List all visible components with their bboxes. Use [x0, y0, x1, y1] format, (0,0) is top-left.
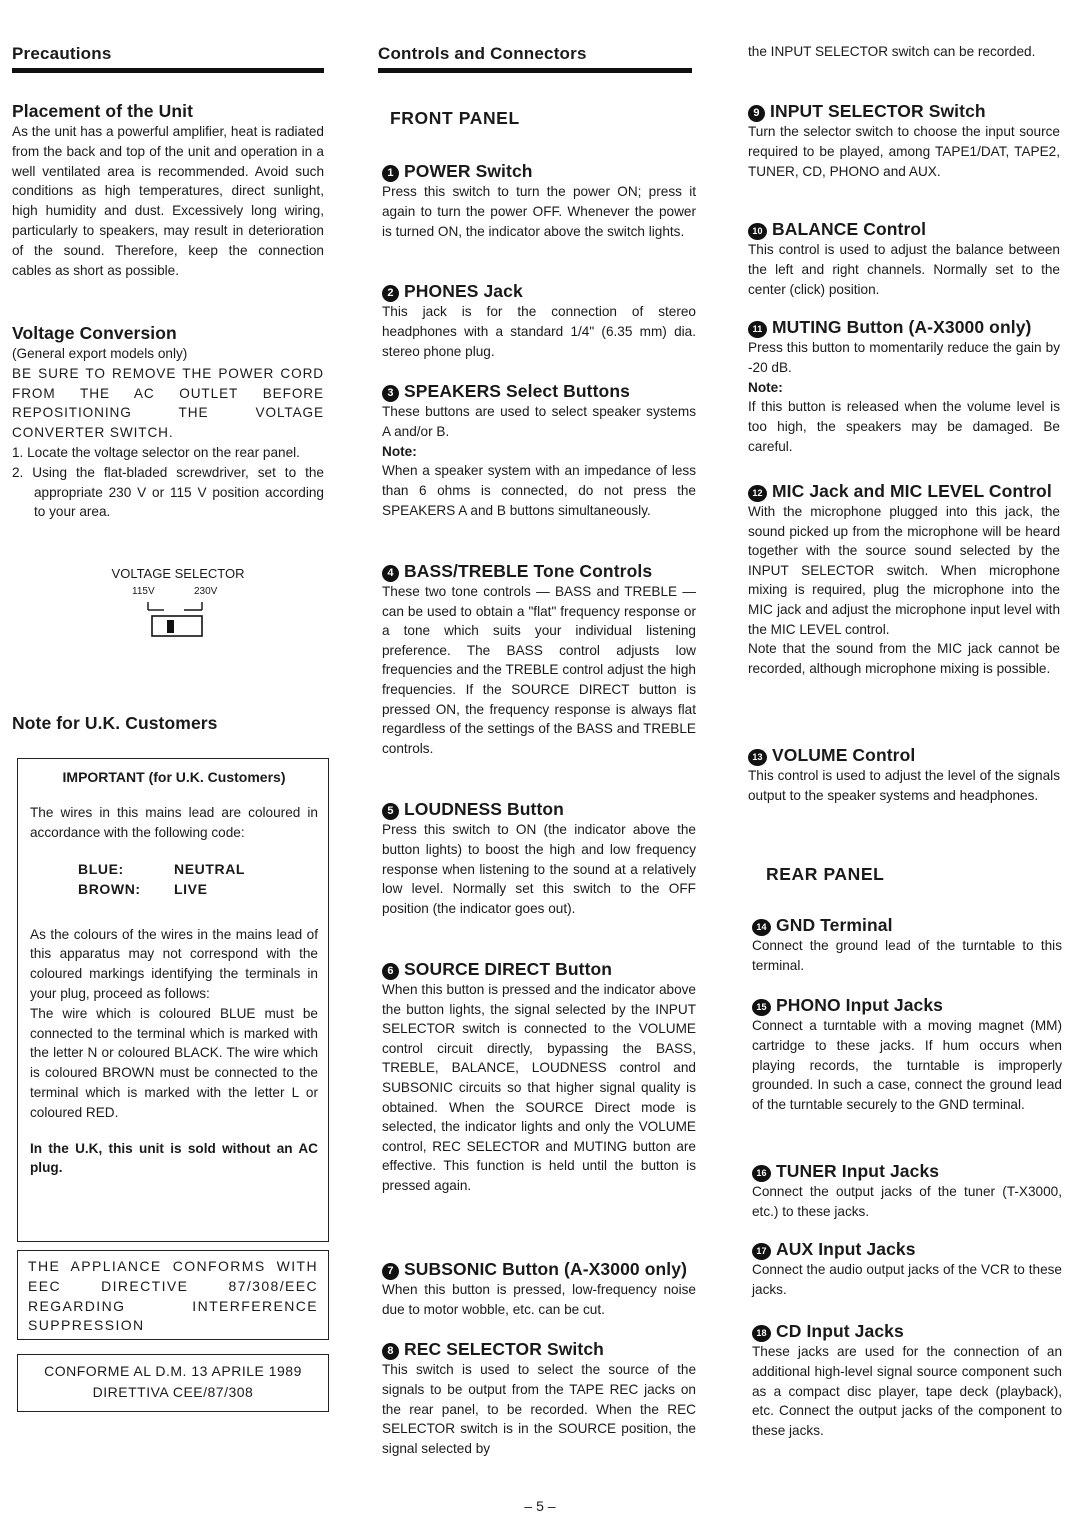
voltage-warning: BE SURE TO REMOVE THE POWER CORD FROM THE AC OUTLET BEFORE REPOSITIONING THE VOLTAGE CONVERTER SWITCH. — [12, 365, 324, 441]
important-title: IMPORTANT (for U.K. Customers) — [62, 769, 286, 785]
eec-text: THE APPLIANCE CONFORMS WITH EEC DIRECTIVE 87/308/EEC REGARDING INTERFERENCE SUPPRESSION — [28, 1258, 318, 1334]
item-title: LOUDNESS Button — [404, 799, 564, 819]
item-title: SUBSONIC Button (A-X3000 only) — [404, 1259, 688, 1279]
item-title: REC SELECTOR Switch — [404, 1339, 604, 1359]
item-subsonic — [382, 1258, 696, 1320]
rear-panel-heading: REAR PANEL — [766, 864, 885, 884]
item-title: GND Terminal — [776, 915, 893, 935]
item-cd — [752, 1320, 1062, 1441]
number-badge: 17 — [752, 1243, 771, 1260]
item-title: PHONES Jack — [404, 281, 523, 301]
important-para-4: In the U.K, this unit is sold without an AC plug. — [30, 1140, 318, 1176]
item-text: Connect the audio output jacks of the VCR to these jacks. — [752, 1262, 1062, 1297]
brown-value: LIVE — [174, 880, 208, 897]
voltage-selector-diagram — [88, 566, 268, 656]
voltage-subtitle: (General export models only) — [12, 346, 188, 361]
important-para-2: As the colours of the wires in the mains lead of this apparatus may not correspond with the coloured markings identifying the terminals in your plug, proceed as follows: — [30, 926, 318, 1001]
item-title: VOLUME Control — [772, 745, 916, 765]
voltage-steps — [12, 443, 324, 522]
item-title: PHONO Input Jacks — [776, 995, 944, 1015]
item-speakers — [382, 380, 696, 521]
front-panel-heading: FRONT PANEL — [390, 108, 520, 128]
number-badge: 2 — [382, 285, 399, 302]
item-title: BALANCE Control — [772, 219, 927, 239]
item-title: MIC Jack and MIC LEVEL Control — [772, 481, 1052, 501]
item-text-2: Note that the sound from the MIC jack cannot be recorded, although microphone mixing is possible. — [748, 641, 1060, 676]
conforme-box — [17, 1354, 329, 1412]
item-source-direct — [382, 958, 696, 1196]
conforme-line-1: CONFORME AL D.M. 13 APRILE 1989 — [44, 1363, 302, 1379]
item-gnd — [752, 914, 1062, 976]
item-mic — [748, 480, 1060, 678]
item-phones — [382, 280, 696, 361]
number-badge: 11 — [748, 321, 767, 338]
item-text: This control is used to adjust the balance between the left and right channels. Normally set to the center (click) position. — [748, 242, 1060, 297]
voltage-section — [12, 322, 324, 522]
item-title: SPEAKERS Select Buttons — [404, 381, 630, 401]
blue-value: NEUTRAL — [174, 860, 246, 877]
important-para-3: The wire which is coloured BLUE must be connected to the terminal which is marked with the letter N or coloured BLACK. The wire which is coloured BROWN must be connected to the terminal which is marked with the letter L or coloured RED. — [30, 1005, 318, 1120]
placement-title: Placement of the Unit — [12, 101, 194, 121]
item-balance — [748, 218, 1060, 299]
number-badge: 9 — [748, 105, 765, 122]
item-title: POWER Switch — [404, 161, 533, 181]
item-aux — [752, 1238, 1062, 1300]
item-text: Connect a turntable with a moving magnet (MM) cartridge to these jacks. If hum occurs when playing records, the turntable is improperly grounded. In such a case, connect the ground lead of the turntable securely to the GND terminal. — [752, 1018, 1062, 1113]
item-text: Turn the selector switch to choose the input source required to be played, among TAPE1/DAT, TAPE2, TUNER, CD, PHONO and AUX. — [748, 124, 1060, 179]
item-title: AUX Input Jacks — [776, 1239, 916, 1259]
placement-section — [12, 100, 324, 280]
brown-label: BROWN: — [78, 880, 141, 897]
wire-code-table — [30, 861, 318, 907]
item-text: This jack is for the connection of stereo headphones with a standard 1/4" (6.35 mm) dia. stereo phone plug. — [382, 304, 696, 359]
item-title: BASS/TREBLE Tone Controls — [404, 561, 653, 581]
number-badge: 4 — [382, 565, 399, 582]
note-label: Note: — [748, 379, 783, 395]
important-box — [17, 758, 329, 1242]
item-title: SOURCE DIRECT Button — [404, 959, 613, 979]
item-text: This switch is used to select the source of the signals to be output from the TAPE REC jacks on the rear panel, to be recorded. When the REC SELECTOR switch is in the SOURCE position, the signal selected by — [382, 1362, 696, 1457]
item-input-selector — [748, 100, 1060, 181]
number-badge: 6 — [382, 963, 399, 980]
selector-115-label: 115V — [132, 586, 155, 597]
voltage-step: 1. Locate the voltage selector on the rear panel. — [12, 444, 300, 460]
number-badge: 15 — [752, 999, 771, 1016]
placement-text: As the unit has a powerful amplifier, heat is radiated from the back and top of the unit and operation in a well ventilated area is recommended. Avoid such conditions as high temperatures, direct sunlight, high humidity and dust. Excessively long wiring, particularly to speakers, may result in deterioration of the sound. Therefore, keep the connection cables as short as possible. — [12, 124, 324, 278]
continued-text: the INPUT SELECTOR switch can be recorded. — [748, 44, 1036, 59]
item-muting — [748, 316, 1060, 457]
selector-switch-icon — [138, 598, 218, 638]
item-text: These jacks are used for the connection of an additional high-level signal source component such as a compact disc player, tape deck (playback), etc. Connect the output jacks of the component to these jacks. — [752, 1344, 1062, 1439]
item-text: Connect the output jacks of the tuner (T-X3000, etc.) to these jacks. — [752, 1184, 1062, 1219]
item-text: Press this switch to ON (the indicator above the button lights) to boost the high and low frequency response when listening to the sound at a relatively low level. Normally set this switch to the OFF position (the indicator goes out). — [382, 822, 696, 917]
item-bass-treble — [382, 560, 696, 758]
number-badge: 18 — [752, 1325, 771, 1342]
item-text: When this button is pressed, low-frequency noise due to motor wobble, etc. can be cut. — [382, 1282, 696, 1317]
voltage-step: 2. Using the flat-bladed screwdriver, set to the appropriate 230 V or 115 V position according to your area. — [12, 464, 324, 520]
item-rec-selector — [382, 1338, 696, 1459]
item-title: CD Input Jacks — [776, 1321, 904, 1341]
number-badge: 5 — [382, 803, 399, 820]
item-text: Connect the ground lead of the turntable to this terminal. — [752, 938, 1062, 973]
number-badge: 10 — [748, 223, 767, 240]
continued-text-block — [748, 42, 1060, 62]
item-text: When this button is pressed and the indicator above the button lights, the signal selected by the INPUT SELECTOR switch is connected to the VOLUME control circuit directly, bypassing the BASS, TREBLE, BALANCE, LOUDNESS control and SUBSONIC circuits so that higher signal quality is obtained. When the SOURCE Direct mode is selected, the indicator lights and only the VOLUME control, REC SELECTOR and MUTING button are effective. This function is held until the button is pressed again. — [382, 982, 696, 1193]
number-badge: 14 — [752, 919, 771, 936]
item-title: INPUT SELECTOR Switch — [770, 101, 986, 121]
number-badge: 13 — [748, 749, 767, 766]
selector-label: VOLTAGE SELECTOR — [111, 566, 245, 581]
item-note: When a speaker system with an impedance of less than 6 ohms is connected, do not press the SPEAKERS A and B buttons simultaneously. — [382, 463, 696, 518]
item-title: TUNER Input Jacks — [776, 1161, 940, 1181]
selector-230-label: 230V — [194, 586, 218, 597]
important-para-1: The wires in this mains lead are coloured in accordance with the following code: — [30, 805, 318, 840]
header-rule — [378, 68, 692, 73]
section-header-precautions: Precautions — [12, 44, 112, 63]
uk-title-text: Note for U.K. Customers — [12, 713, 218, 733]
blue-label: BLUE: — [78, 860, 124, 877]
item-note: If this button is released when the volume level is too high, the speakers may be damaged. Be careful. — [748, 399, 1060, 454]
uk-note-title — [12, 712, 218, 734]
number-badge: 7 — [382, 1263, 399, 1280]
section-header-controls: Controls and Connectors — [378, 44, 587, 63]
item-power — [382, 160, 696, 241]
item-title: MUTING Button (A-X3000 only) — [772, 317, 1032, 337]
item-text: This control is used to adjust the level of the signals output to the speaker systems and headphones. — [748, 768, 1060, 803]
item-text: Press this switch to turn the power ON; press it again to turn the power OFF. Whenever the power is turned ON, the indicator above the switch lights. — [382, 184, 696, 239]
item-text: With the microphone plugged into this jack, the sound picked up from the microphone will be heard together with the source sound selected by the INPUT SELECTOR switch. When microphone mixing is required, plug the microphone into the MIC jack and adjust the microphone input level with the MIC LEVEL control. — [748, 504, 1060, 637]
conforme-line-2: DIRETTIVA CEE/87/308 — [92, 1384, 254, 1400]
page-number: – 5 – — [524, 1498, 556, 1514]
note-label: Note: — [382, 443, 417, 459]
item-phono — [752, 994, 1062, 1115]
number-badge: 8 — [382, 1343, 399, 1360]
voltage-title: Voltage Conversion — [12, 323, 177, 343]
item-text: These buttons are used to select speaker systems A and/or B. — [382, 404, 696, 439]
number-badge: 12 — [748, 485, 767, 502]
item-volume — [748, 744, 1060, 806]
header-rule — [12, 68, 324, 73]
item-text: Press this button to momentarily reduce the gain by -20 dB. — [748, 340, 1060, 375]
item-tuner — [752, 1160, 1062, 1222]
eec-box — [17, 1250, 329, 1340]
number-badge: 3 — [382, 385, 399, 402]
number-badge: 16 — [752, 1165, 771, 1182]
number-badge: 1 — [382, 165, 399, 182]
item-loudness — [382, 798, 696, 919]
item-text: These two tone controls — BASS and TREBLE — can be used to obtain a "flat" frequency response or a tone which suits your individual listening preference. The BASS control adjusts low frequencies and the TREBLE control adjust the high frequencies. If the SOURCE DIRECT button is pressed ON, the frequency response is always flat regardless of the settings of the BASS and TREBLE controls. — [382, 584, 696, 756]
